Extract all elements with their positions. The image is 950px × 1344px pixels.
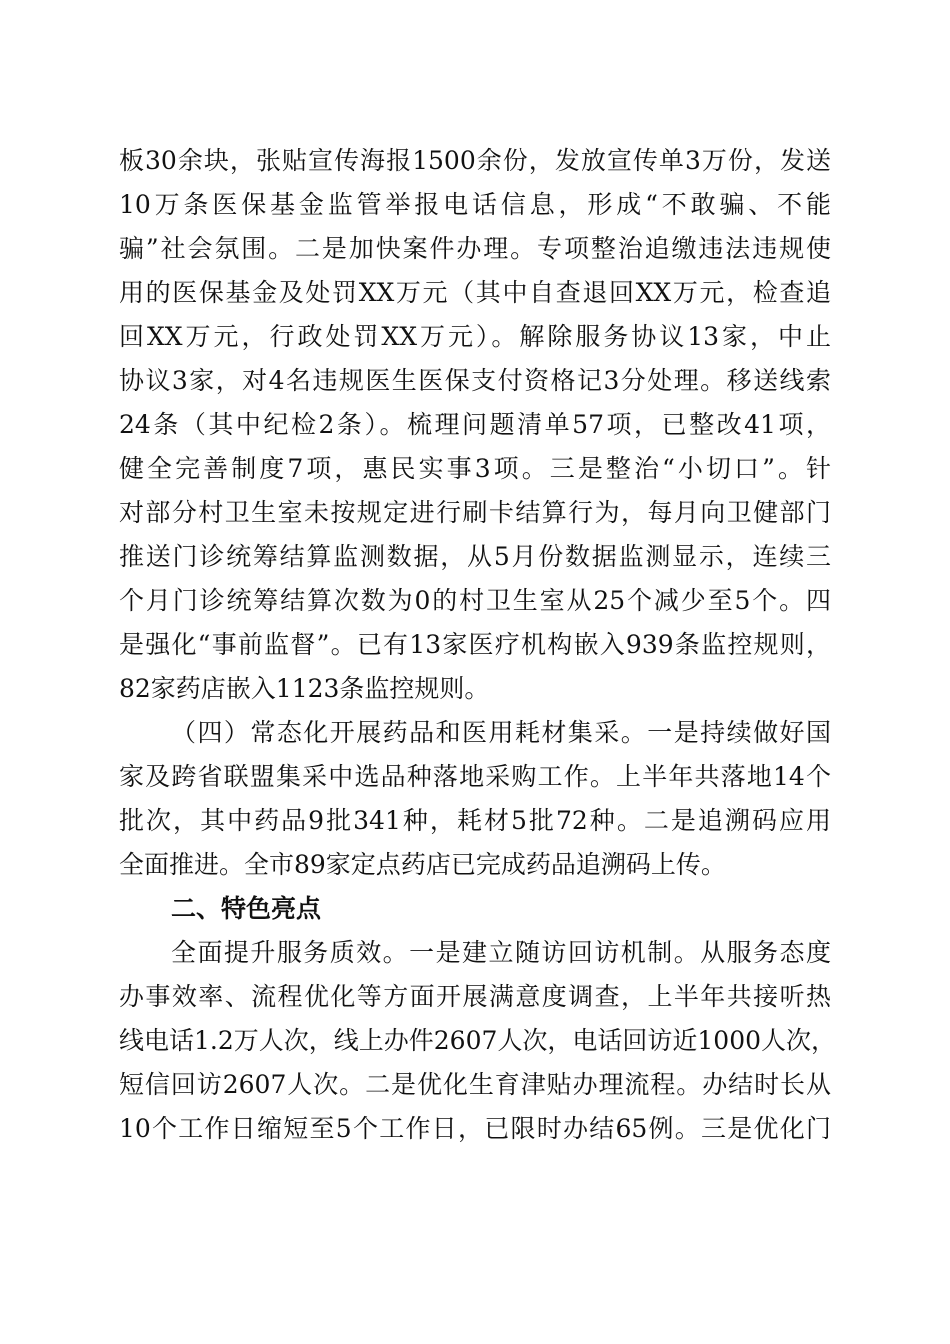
text-line: 24条（其中纪检2条）。梳理问题清单57项，已整改41项， — [119, 410, 831, 439]
paragraph-service-quality — [119, 931, 837, 1151]
text-line: 办事效率、流程优化等方面开展满意度调查，上半年共接听热 — [119, 982, 831, 1011]
paragraph-procurement — [119, 711, 831, 887]
paragraph-fund-supervision — [119, 139, 831, 711]
document-body — [119, 139, 837, 1151]
text-line: 骗”社会氛围。二是加快案件办理。专项整治追缴违法违规使 — [119, 234, 831, 263]
text-line: 板30余块，张贴宣传海报1500余份，发放宣传单3万份，发送 — [119, 146, 831, 175]
text-line: 82家药店嵌入1123条监控规则。 — [119, 674, 490, 703]
text-line: 全面推进。全市89家定点药店已完成药品追溯码上传。 — [119, 850, 726, 879]
section-heading: 二、特色亮点 — [171, 894, 322, 923]
text-line: （四）常态化开展药品和医用耗材集采。一是持续做好国 — [171, 718, 831, 747]
text-line: 回XX万元，行政处罚XX万元）。解除服务协议13家，中止 — [119, 322, 831, 351]
text-line: 家及跨省联盟集采中选品种落地采购工作。上半年共落地14个 — [119, 762, 831, 791]
text-line: 个月门诊统筹结算次数为0的村卫生室从25个减少至5个。四 — [119, 586, 831, 615]
text-line: 健全完善制度7项，惠民实事3项。三是整治“小切口”。针 — [119, 454, 831, 483]
text-line: 对部分村卫生室未按规定进行刷卡结算行为，每月向卫健部门 — [119, 498, 831, 527]
text-line: 10个工作日缩短至5个工作日，已限时办结65例。三是优化门 — [119, 1114, 831, 1143]
text-line: 是强化“事前监督”。已有13家医疗机构嵌入939条监控规则， — [119, 630, 831, 659]
text-line: 推送门诊统筹结算监测数据，从5月份数据监测显示，连续三 — [119, 542, 831, 571]
text-line: 全面提升服务质效。一是建立随访回访机制。从服务态度 — [171, 938, 831, 967]
text-line: 批次，其中药品9批341种，耗材5批72种。二是追溯码应用 — [119, 806, 831, 835]
text-line: 协议3家，对4名违规医生医保支付资格记3分处理。移送线索 — [119, 366, 831, 395]
text-line: 线电话1.2万人次，线上办件2607人次，电话回访近1000人次， — [119, 1026, 837, 1055]
text-line: 短信回访2607人次。二是优化生育津贴办理流程。办结时长从 — [119, 1070, 831, 1099]
text-line: 用的医保基金及处罚XX万元（其中自查退回XX万元，检查追 — [119, 278, 831, 307]
text-line: 10万条医保基金监管举报电话信息，形成“不敢骗、不能 — [119, 190, 831, 219]
